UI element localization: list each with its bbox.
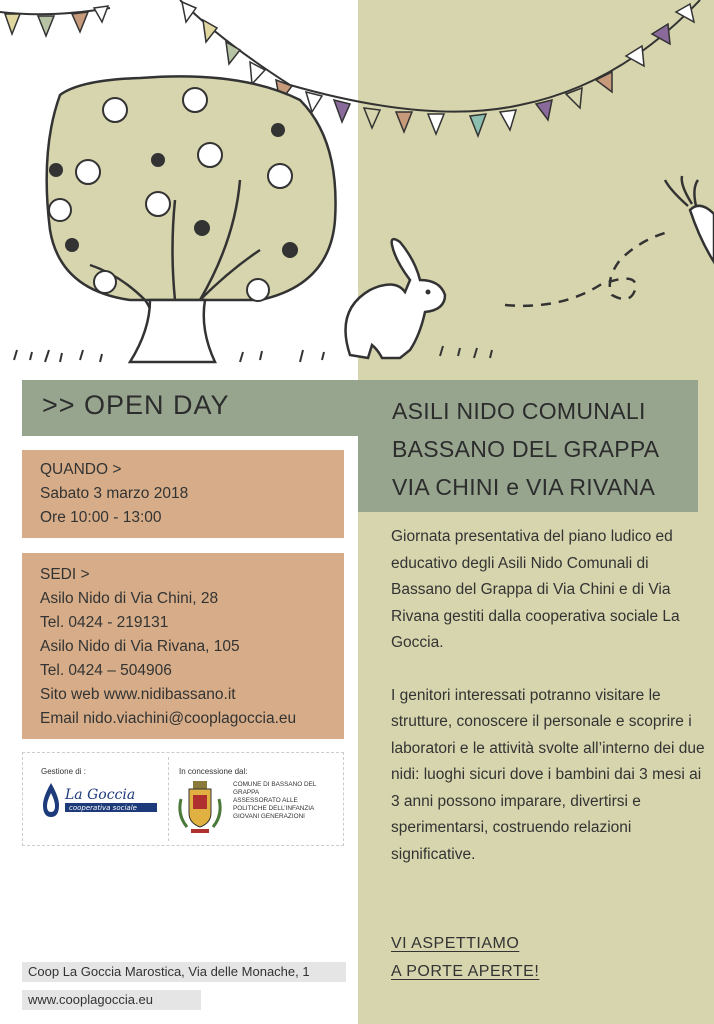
quando-label: QUANDO > xyxy=(40,461,122,478)
open-day-title: >> OPEN DAY xyxy=(42,390,230,420)
comune-line: POLITICHE DELL’INFANZIA xyxy=(233,805,315,812)
footer-website-link[interactable]: www.cooplagoccia.eu xyxy=(28,992,154,1007)
comune-crest-icon xyxy=(177,779,223,835)
bunny-drawing xyxy=(346,239,446,358)
footer-address: Coop La Goccia Marostica, Via delle Monache, 1 xyxy=(28,964,310,979)
sedi-line: Tel. 0424 - 219131 xyxy=(40,614,169,631)
cta-line: VI ASPETTIAMO xyxy=(391,935,520,952)
la-goccia-logo xyxy=(39,779,159,823)
call-to-action xyxy=(391,930,539,986)
comune-line: ASSESSORATO ALLE xyxy=(233,797,298,804)
comune-line: COMUNE DI BASSANO DEL xyxy=(233,781,317,788)
sedi-box xyxy=(22,553,344,739)
logos-box xyxy=(22,752,344,846)
footer-address-bar xyxy=(22,962,346,982)
description xyxy=(391,524,706,894)
comune-line: GIOVANI GENERAZIONI xyxy=(233,813,305,820)
quando-date: Sabato 3 marzo 2018 xyxy=(40,485,189,502)
cta-line: A PORTE APERTE! xyxy=(391,963,540,980)
quando-time: Ore 10:00 - 13:00 xyxy=(40,509,162,526)
quando-box xyxy=(22,450,344,538)
header-line: VIA CHINI e VIA RIVANA xyxy=(392,474,656,500)
sedi-website[interactable]: Sito web www.nidibassano.it xyxy=(40,686,236,703)
illustration xyxy=(0,0,714,375)
event-header xyxy=(392,392,659,506)
sedi-line: Asilo Nido di Via Rivana, 105 xyxy=(40,638,240,655)
goccia-name: La Goccia xyxy=(65,787,136,803)
comune-line: GRAPPA xyxy=(233,789,260,796)
concessione-label: In concessione dal: xyxy=(179,767,248,776)
description-paragraph: Giornata presentativa del piano ludico ed educativo degli Asili Nido Comunali di Bassano del Grappa di Via Chini e di Via Rivana gestiti dalla cooperativa sociale La Goccia. xyxy=(391,528,680,651)
carrot-drawing xyxy=(665,176,714,262)
tree-drawing xyxy=(47,76,336,362)
comune-text xyxy=(233,781,343,821)
header-line: ASILI NIDO COMUNALI xyxy=(392,398,646,424)
goccia-tagline: cooperativa sociale xyxy=(69,804,137,812)
gestione-label: Gestione di : xyxy=(41,767,86,776)
header-line: BASSANO DEL GRAPPA xyxy=(392,436,660,462)
description-paragraph: I genitori interessati potranno visitare le strutture, conoscere il personale e scoprire i laboratori e le attività svolte all’interno dei due nidi: luoghi sicuri dove i bambini dai 3 mesi ai 3 anni possono imparare, divertirsi e sperimentarsi, costruendo relazioni significative. xyxy=(391,686,705,863)
sedi-label: SEDI > xyxy=(40,566,90,583)
sedi-email[interactable]: Email nido.viachini@cooplagoccia.eu xyxy=(40,710,297,727)
logos-divider xyxy=(168,757,169,841)
sedi-line: Tel. 0424 – 504906 xyxy=(40,662,172,679)
footer-website-bar xyxy=(22,990,201,1010)
sedi-line: Asilo Nido di Via Chini, 28 xyxy=(40,590,219,607)
